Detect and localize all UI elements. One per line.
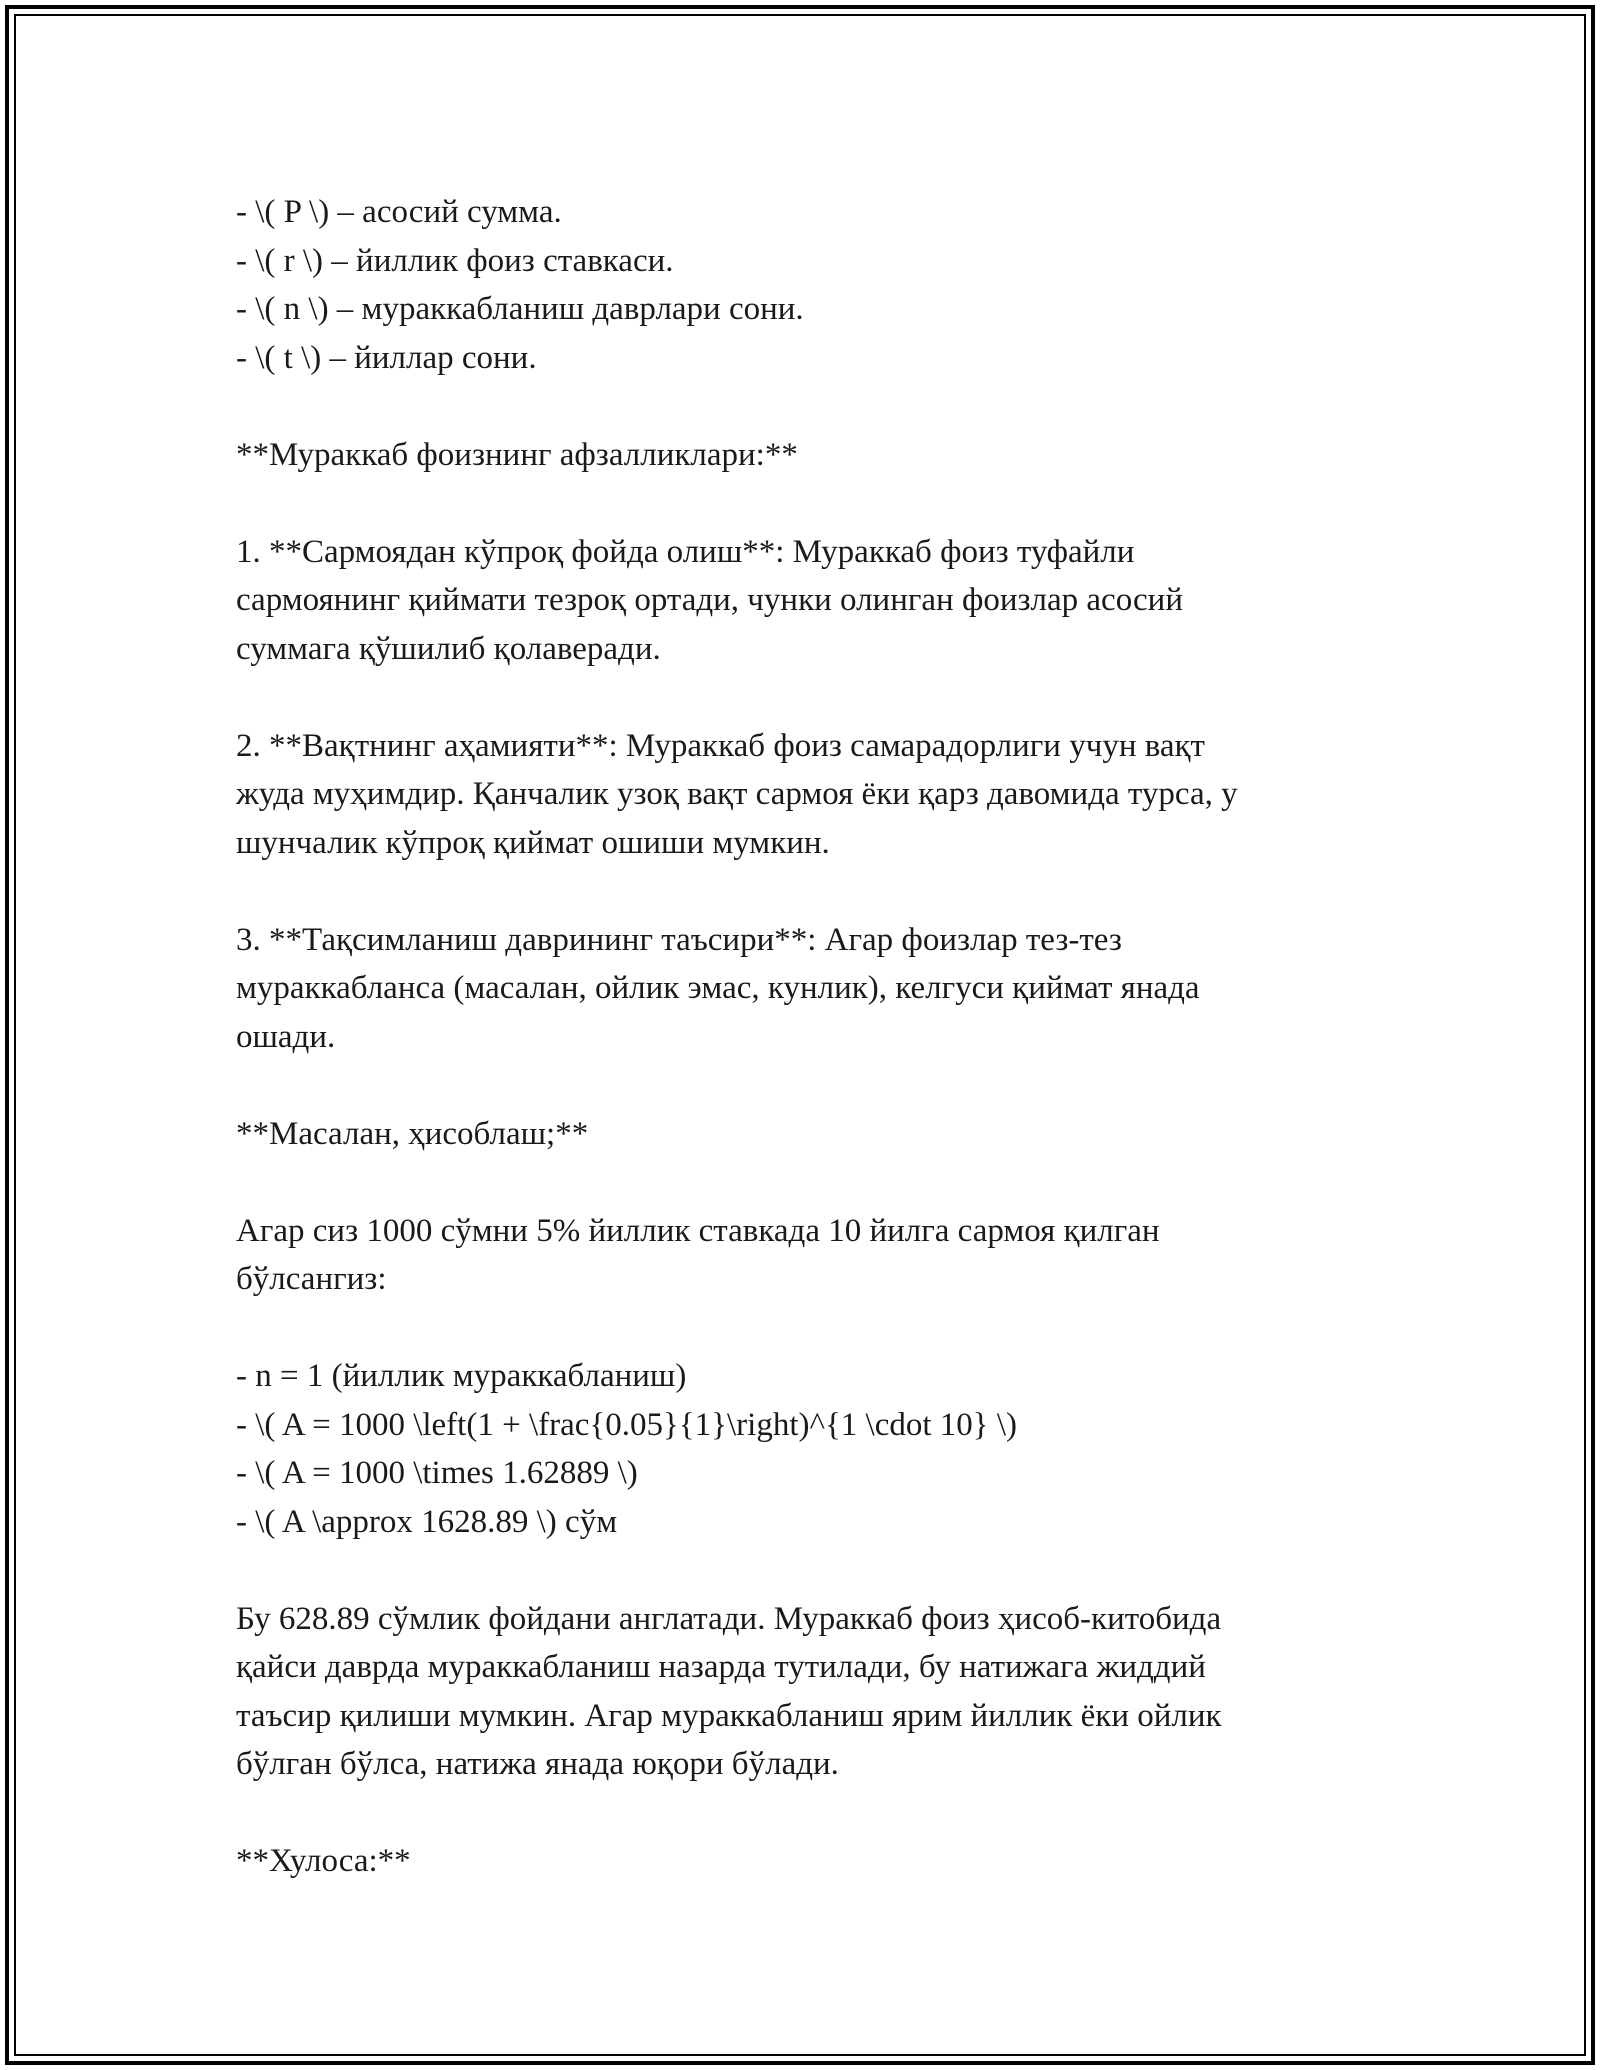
variable-item-r: - \( r \) – йиллик фоиз ставкаси. <box>236 242 674 279</box>
spacer <box>236 1546 1376 1595</box>
paragraph-line: бўлган бўлса, натижа янада юқори бўлади. <box>236 1746 839 1782</box>
spacer <box>236 479 1376 528</box>
spacer <box>236 867 1376 916</box>
spacer <box>236 673 1376 722</box>
paragraph-line: суммага қўшилиб қолаверади. <box>236 630 661 667</box>
paragraph-line: жуда муҳимдир. Қанчалик узоқ вақт сармоя ёки қарз давомида турса, у <box>236 776 1238 812</box>
variable-item-t: - \( t \) – йиллар сони. <box>236 339 537 376</box>
calculation-list <box>236 1352 1376 1546</box>
calculation-item: - n = 1 (йиллик мураккабланиш) <box>236 1358 687 1394</box>
paragraph-line: 3. **Тақсимланиш даврининг таъсири**: Агар фоизлар тез-тез <box>236 921 1122 958</box>
variable-item-p: - \( P \) – асосий сумма. <box>236 194 562 230</box>
spacer <box>236 1304 1376 1353</box>
variable-item-n: - \( n \) – мураккабланиш даврлари сони. <box>236 291 804 327</box>
conclusion-paragraph <box>236 1595 1376 1789</box>
variables-list <box>236 188 1376 382</box>
paragraph-line: сармоянинг қиймати тезроқ ортади, чунки олинган фоизлар асосий <box>236 582 1183 618</box>
spacer <box>236 1789 1376 1838</box>
advantage-paragraph-2 <box>236 722 1376 868</box>
paragraph-line: Бу 628.89 сўмлик фойдани англатади. Мураккаб фоиз ҳисоб-китобида <box>236 1600 1222 1637</box>
calculation-item: - \( A = 1000 \left(1 + \frac{0.05}{1}\right)^{1 \cdot 10} \) <box>236 1406 1018 1443</box>
spacer <box>236 382 1376 431</box>
paragraph-line: шунчалик кўпроқ қиймат ошиши мумкин. <box>236 824 830 861</box>
spacer <box>236 1158 1376 1207</box>
summary-heading: **Хулоса:** <box>236 1843 411 1879</box>
paragraph-line: бўлсангиз: <box>236 1261 387 1297</box>
advantages-heading: **Мураккаб фоизнинг афзалликлари:** <box>236 436 798 473</box>
paragraph-line: мураккабланса (масалан, ойлик эмас, кунлик), келгуси қиймат янада <box>236 970 1200 1006</box>
spacer <box>236 1061 1376 1110</box>
advantage-paragraph-1 <box>236 528 1376 674</box>
document-body <box>236 188 1376 1886</box>
paragraph-line: Агар сиз 1000 сўмни 5% йиллик ставкада 10 йилга сармоя қилган <box>236 1212 1160 1249</box>
example-heading: **Масалан, ҳисоблаш;** <box>236 1115 589 1152</box>
paragraph-line: қайси даврда мураккабланиш назарда тутилади, бу натижага жиддий <box>236 1649 1206 1685</box>
paragraph-line: 2. **Вақтнинг аҳамияти**: Мураккаб фоиз самарадорлиги учун вақт <box>236 727 1205 764</box>
calculation-item: - \( A = 1000 \times 1.62889 \) <box>236 1455 638 1491</box>
paragraph-line: 1. **Сармоядан кўпроқ фойда олиш**: Мураккаб фоиз туфайли <box>236 533 1135 570</box>
advantage-paragraph-3 <box>236 916 1376 1062</box>
example-intro-paragraph <box>236 1207 1376 1304</box>
paragraph-line: таъсир қилиши мумкин. Агар мураккабланиш ярим йиллик ёки ойлик <box>236 1697 1222 1734</box>
calculation-item: - \( A \approx 1628.89 \) сўм <box>236 1503 618 1540</box>
paragraph-line: ошади. <box>236 1018 336 1055</box>
